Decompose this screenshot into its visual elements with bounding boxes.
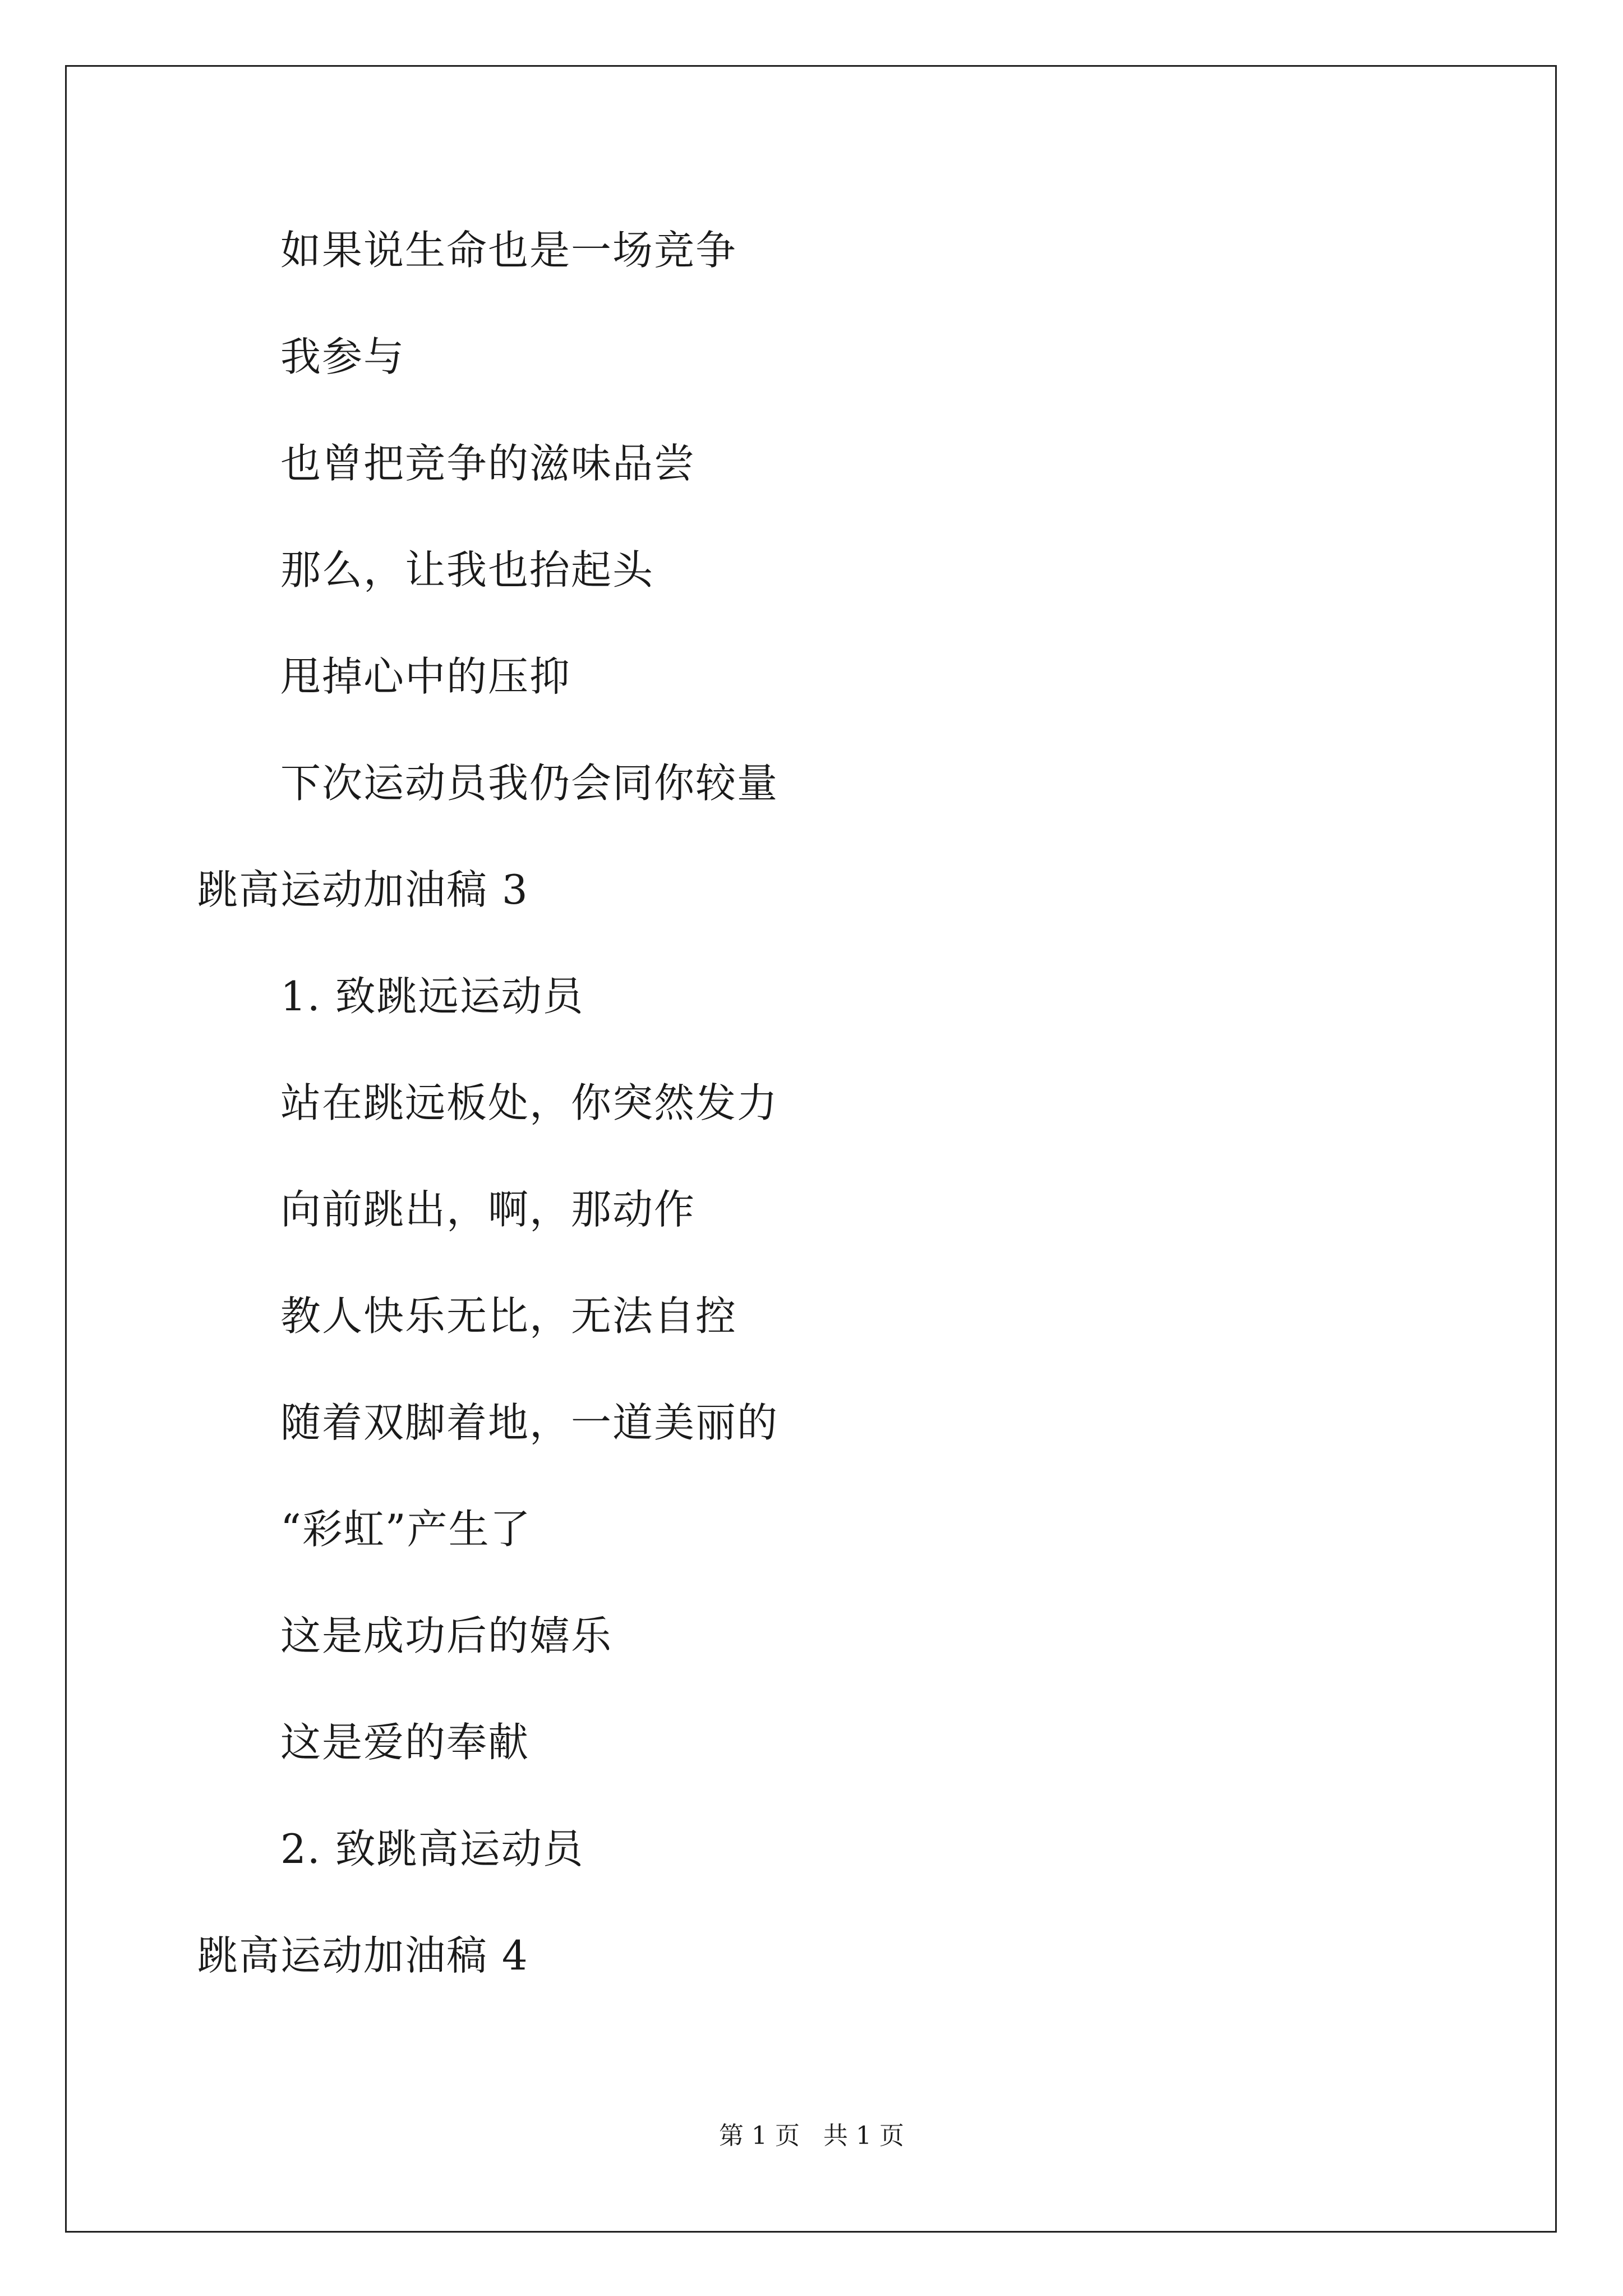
- section-heading: 跳高运动加油稿 3: [197, 866, 529, 913]
- section-heading: 跳高运动加油稿 4: [197, 1932, 529, 1979]
- poem-line: 甩掉心中的压抑: [280, 653, 571, 700]
- poem-line: 随着双脚着地，一道美丽的: [280, 1399, 779, 1446]
- poem-line: 这是成功后的嬉乐: [280, 1612, 613, 1659]
- poem-line: 站在跳远板处，你突然发力: [280, 1079, 779, 1126]
- poem-line: 那么，让我也抬起头: [280, 546, 654, 593]
- poem-line: 教人快乐无比，无法自控: [280, 1292, 737, 1340]
- poem-line: 我参与: [280, 333, 405, 380]
- poem-line: 向前跳出，啊，那动作: [280, 1186, 696, 1233]
- poem-subtitle: 2. 致跳高运动员: [280, 1825, 584, 1872]
- poem-line: 也曾把竞争的滋味品尝: [280, 440, 696, 487]
- page-footer: 第 1 页 共 1 页: [719, 2122, 904, 2150]
- poem-line: “彩虹”产生了: [280, 1506, 532, 1553]
- poem-line: 下次运动员我仍会同你较量: [280, 760, 779, 807]
- poem-line: 这是爱的奉献: [280, 1719, 530, 1766]
- poem-line: 如果说生命也是一场竞争: [280, 227, 737, 274]
- page-border: [65, 65, 1557, 2233]
- poem-subtitle: 1. 致跳远运动员: [280, 973, 584, 1020]
